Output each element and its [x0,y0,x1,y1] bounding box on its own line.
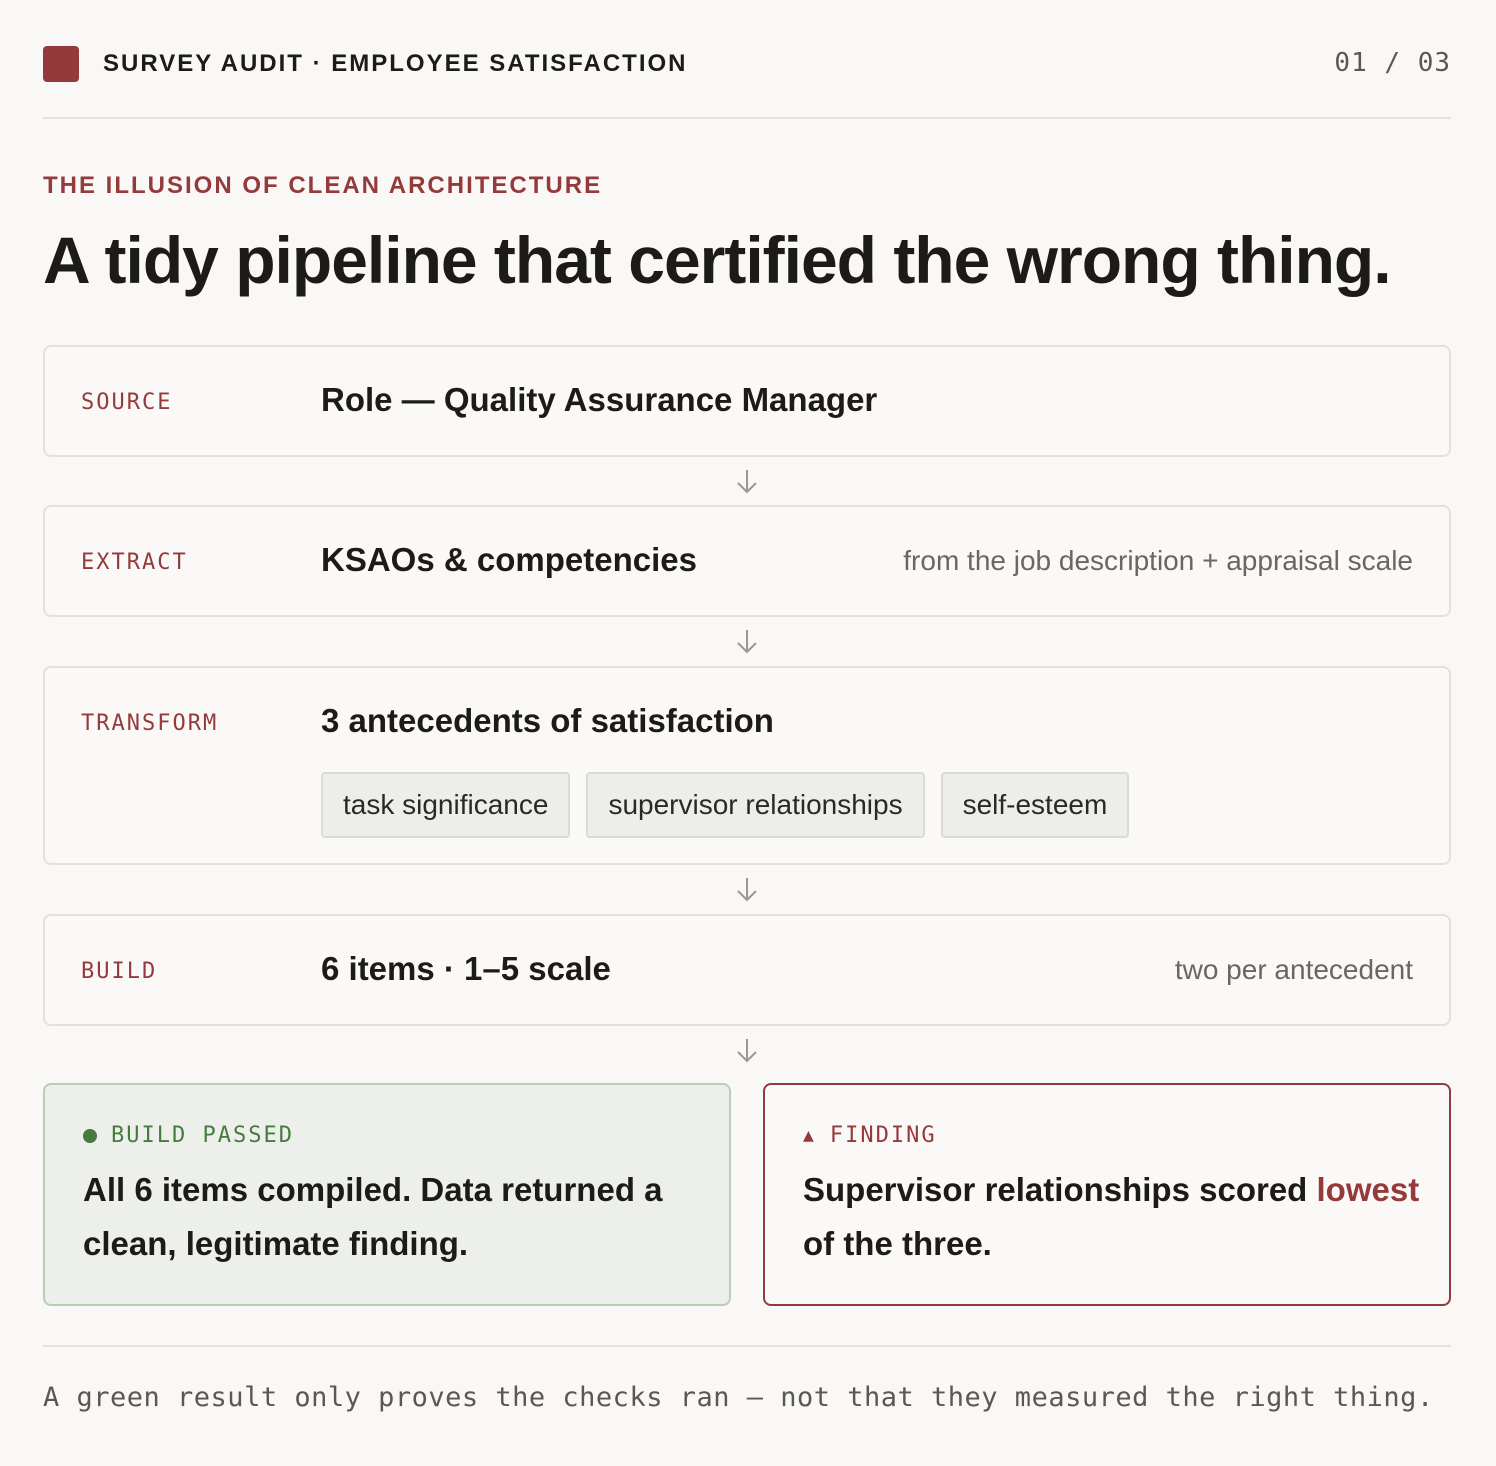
stage-note: two per antecedent [1174,954,1413,985]
stage-transform [43,666,1451,865]
antecedent-chips [321,772,1129,838]
chip-self-esteem: self-esteem [941,772,1130,838]
arrow-down-icon [735,1035,759,1065]
stage-extract [43,505,1451,617]
result-status [83,1123,294,1148]
page-counter: 01 / 03 [1334,48,1451,78]
finding-card [763,1083,1451,1306]
finding-highlight: lowest [1316,1171,1420,1208]
header-divider [43,117,1451,119]
headline: A tidy pipeline that certified the wrong thing. [43,223,1391,297]
footer-note: A green result only proves the checks ran — not that they measured the right thing. [43,1382,1434,1413]
header [43,44,1451,84]
stage-note: from the job description + appraisal scale [903,545,1413,576]
stage-label: EXTRACT [81,550,188,575]
kicker: THE ILLUSION OF CLEAN ARCHITECTURE [43,172,603,199]
arrow-down-icon [735,626,759,656]
logo-square-icon [43,46,79,82]
chip-task-significance: task significance [321,772,570,838]
arrow-down-icon [735,466,759,496]
warning-triangle-icon: ▲ [803,1124,816,1146]
header-title: SURVEY AUDIT · EMPLOYEE SATISFACTION [103,50,688,77]
result-status [803,1123,937,1148]
result-text [803,1163,1423,1271]
finding-text-after: of the three. [803,1225,992,1262]
result-text: All 6 items compiled. Data returned a clean, legitimate finding. [83,1171,663,1262]
stage-title: KSAOs & competencies [321,541,697,578]
status-label: BUILD PASSED [111,1123,294,1148]
build-passed-card [43,1083,731,1306]
stage-title: 6 items · 1–5 scale [321,950,611,987]
stage-label: BUILD [81,959,158,984]
stage-source [43,345,1451,457]
footer-divider [43,1345,1451,1347]
status-label: FINDING [829,1123,937,1148]
stage-title: Role — Quality Assurance Manager [321,381,878,418]
chip-supervisor-relationships: supervisor relationships [586,772,924,838]
status-dot-icon [83,1129,97,1143]
stage-label: TRANSFORM [81,711,219,736]
stage-label: SOURCE [81,390,173,415]
arrow-down-icon [735,874,759,904]
finding-text-before: Supervisor relationships scored [803,1171,1317,1208]
stage-build [43,914,1451,1026]
stage-title: 3 antecedents of satisfaction [321,702,774,739]
